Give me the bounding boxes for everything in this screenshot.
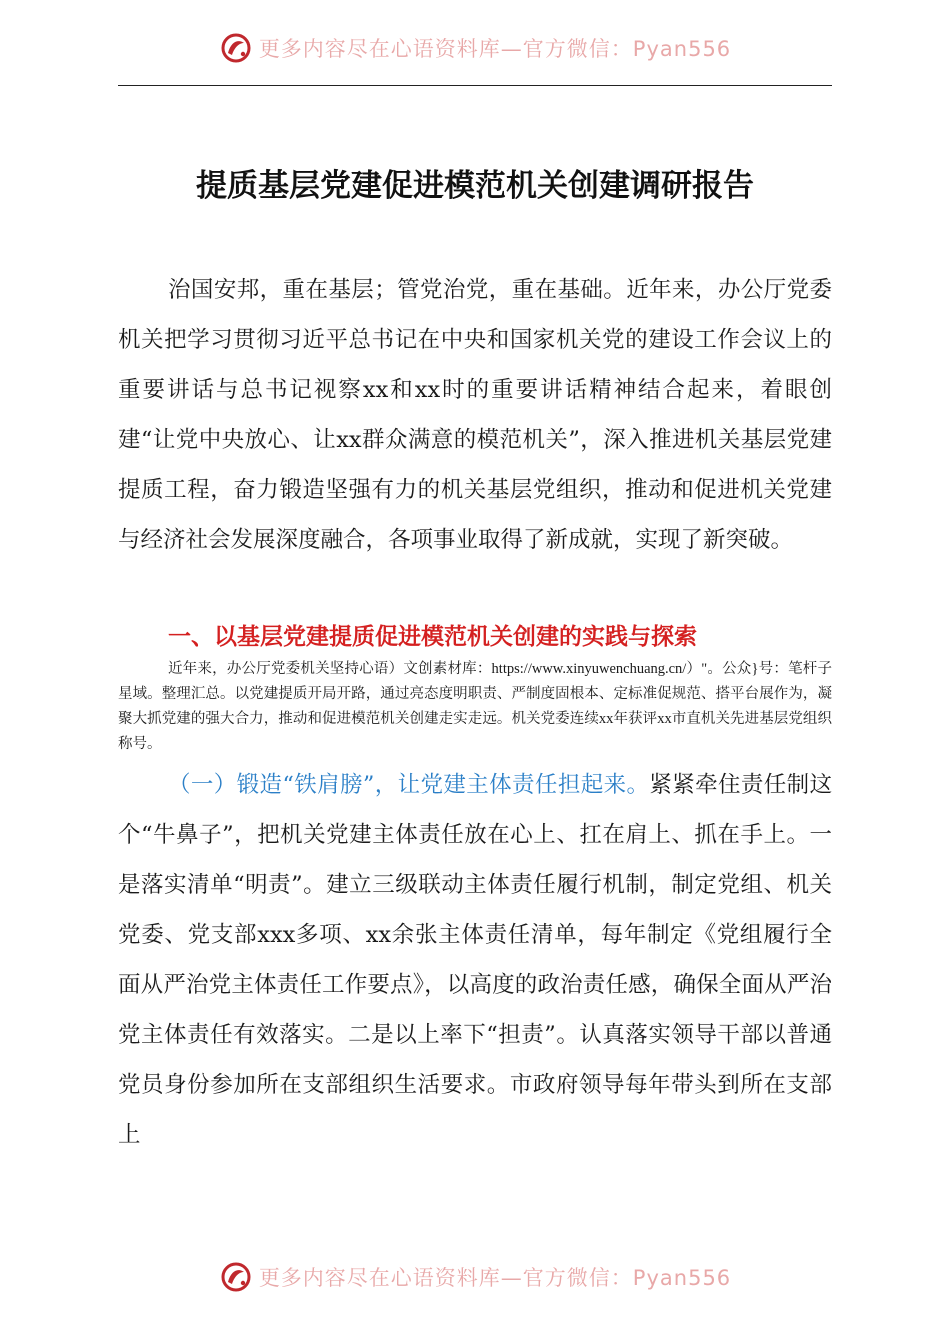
subsection-paragraph: [118, 760, 832, 1160]
footer-banner: [0, 1257, 950, 1297]
subsection-heading-1: （一）锻造“铁肩膀”，让党建主体责任担起来。: [168, 772, 650, 798]
xinyu-logo-icon: [219, 1260, 253, 1294]
subsection-body-text: 紧紧牵住责任制这个“牛鼻子”，把机关党建主体责任放在心上、扛在肩上、抓在手上。一是落实清单“明责”。建立三级联动主体责任履行机制，制定党组、机关党委、党支部xxx多项、xx余张主体责任清单，每年制定《党组履行全面从严治党主体责任工作要点》，以高度的政治责任感，确保全面从严治党主体责任有效落实。二是以上率下“担责”。认真落实领导干部以普通党员身份参加所在支部组织生活要求。市政府领导每年带头到所在支部上: [118, 772, 832, 1148]
document-title: 提质基层党建促进模范机关创建调研报告: [196, 168, 754, 204]
header-banner: [0, 28, 950, 68]
banner-text: 更多内容尽在心语资料库—官方微信：Pyan556: [258, 37, 732, 61]
footer-banner-text: 更多内容尽在心语资料库—官方微信：Pyan556: [258, 1266, 732, 1290]
intro-paragraph: 治国安邦，重在基层；管党治党，重在基础。近年来，办公厅党委机关把学习贯彻习近平总书记在中央和国家机关党的建设工作会议上的重要讲话与总书记视察xx和xx时的重要讲话精神结合起来，着眼创建“让党中央放心、让xx群众满意的模范机关”，深入推进机关基层党建提质工程，奋力锻造坚强有力的机关基层党组织，推动和促进机关党建与经济社会发展深度融合，各项事业取得了新成就，实现了新突破。: [118, 277, 832, 553]
section-note-paragraph: 近年来，办公厅党委机关坚持心语）文创素材库：https://www.xinyuwenchuang.cn/）"。公众}号：笔杆子星域。整理汇总。以党建提质开局开路，通过亮态度明职责、严制度固根本、定标准促规范、搭平台展作为，凝聚大抓党建的强大合力，推动和促进模范机关创建走实走远。机关党委连续xx年获评xx市直机关先进基层党组织称号。: [118, 661, 832, 752]
xinyu-logo-icon: [219, 31, 253, 65]
section-heading-1: 一、以基层党建提质促进模范机关创建的实践与探索: [168, 624, 697, 650]
header-divider: [118, 85, 832, 86]
